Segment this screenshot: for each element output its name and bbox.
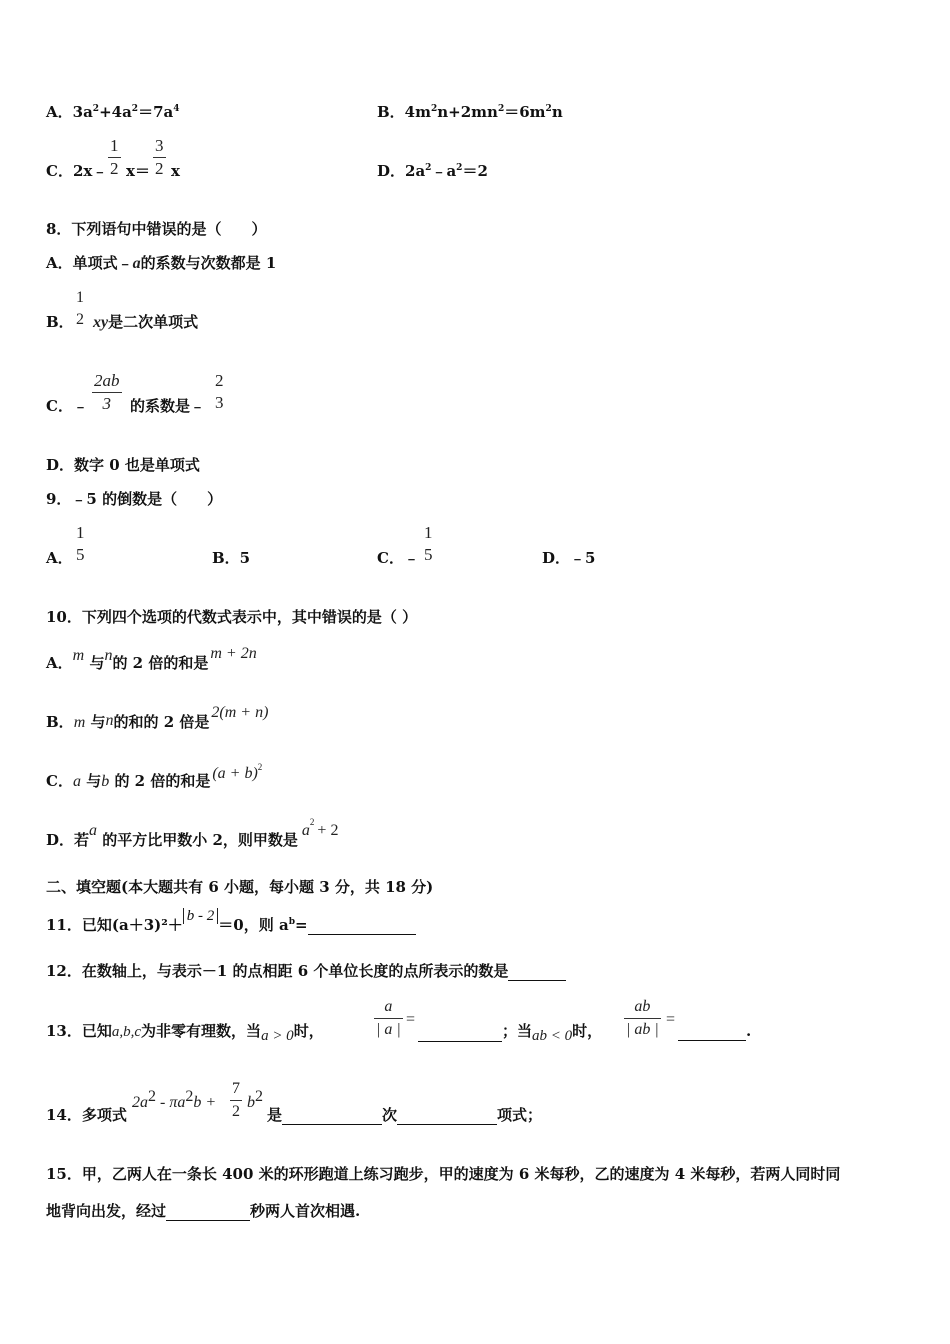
q8-c-fraction: $\frac{2ab}{3}$: [94, 371, 120, 413]
q14-fraction: $\frac{7}{2}$: [232, 1080, 240, 1120]
q10-option-c: C．a 与b 的 2 倍的和是 $(a + b)^2$: [46, 762, 263, 790]
q7-c-suffix: x: [171, 162, 180, 180]
q12-answer-blank[interactable]: [508, 964, 566, 981]
q13-fraction-1: $\frac{a}{| a |}$: [376, 998, 401, 1038]
q8-stem: 8．下列语句中错误的是（ ）: [46, 220, 267, 238]
q11-answer-blank[interactable]: [308, 918, 416, 935]
q13-equals-2: =: [666, 1011, 676, 1028]
q15-line-1: 15．甲，乙两人在一条长 400 米的环形跑道上练习跑步，甲的速度为 6 米每秒，乙的速度为 4 米每秒，若两人同时同: [46, 1165, 841, 1183]
q9-option-b: B．5: [212, 549, 251, 567]
q7-option-b: B．$4m^2n+2mn^2=6m^2n$: [377, 103, 563, 121]
q9-a-fraction: 1 5: [76, 523, 85, 564]
q10-stem: 10．下列四个选项的代数式表示中，其中错误的是（ ）: [46, 608, 418, 626]
q13-equals-1: =: [406, 1011, 416, 1028]
q13: 13．已知a,b,c为非零有理数，当a > 0时，: [46, 1022, 324, 1044]
q14-answer-text: 是 次 项式；: [267, 1106, 543, 1124]
q13-part-2: ；当ab < 0时，: [418, 1021, 602, 1042]
q10-option-d: D．若a 的平方比甲数小 2，则甲数是$a^2 + 2$: [46, 817, 339, 849]
section-heading-fill-in: 二、填空题(本大题共有 6 小题，每小题 3 分，共 18 分): [46, 878, 434, 896]
q15-answer-blank[interactable]: [166, 1204, 250, 1221]
q11: 11．已知(a＋3)²＋ b - 2 ＝0，则 $a^b=$: [46, 915, 416, 935]
q8-option-c-label: C．﹣: [46, 397, 88, 415]
q9-option-d: D．﹣5: [542, 549, 596, 567]
q13-fraction-2: $\frac{ab}{| ab |}$: [626, 998, 659, 1038]
q15-line-2: 地背向出发，经过 秒两人首次相遇.: [46, 1202, 361, 1220]
q9-stem: 9．﹣5 的倒数是（ ）: [46, 490, 223, 508]
q7-c-middle: x＝: [126, 162, 150, 180]
q14-prefix: 14．多项式: [46, 1106, 127, 1124]
q12: 12．在数轴上，与表示－1 的点相距 6 个单位长度的点所表示的数是: [46, 961, 566, 981]
q8-option-b-label: B．: [46, 313, 74, 331]
q9-option-a-label: A．: [46, 549, 73, 567]
q7-option-a: A．$3a^2+4a^2=7a^4$: [46, 103, 180, 121]
q8-option-a: A．单项式﹣a的系数与次数都是 1: [46, 254, 277, 272]
absolute-value-expression: b - 2: [183, 908, 219, 924]
q14-b-term: $b^2$: [247, 1088, 263, 1111]
q8-c-fraction-2: 2 3: [215, 371, 224, 412]
q9-c-fraction: 1 5: [424, 523, 433, 564]
q7-c-fraction-1: $\frac{1}{2}$: [110, 136, 119, 178]
q14-answer-blank-1[interactable]: [282, 1108, 382, 1125]
q9-option-c-label: C．﹣: [377, 549, 419, 567]
q8-option-d: D．数字 0 也是单项式: [46, 456, 200, 474]
q7-c-fraction-2: $\frac{3}{2}$: [155, 136, 164, 178]
q10-option-a: A．m 与n的 2 倍的和是m + 2n: [46, 645, 257, 672]
q7-option-c-prefix: C．2x﹣: [46, 162, 108, 180]
q10-option-b: B．m 与n的和的 2 倍是2(m + n): [46, 704, 269, 731]
q7-option-d: D．$2a^2﹣a^2=2$: [377, 162, 488, 180]
q14-answer-blank-2[interactable]: [397, 1108, 497, 1125]
q8-option-c-text: 的系数是﹣: [130, 397, 206, 415]
q8-option-b-text: xy是二次单项式: [93, 313, 199, 331]
q13-part-3: .: [678, 1021, 751, 1041]
q8-b-fraction: 1 2: [76, 289, 84, 328]
q14-polynomial: $2a^2 - \pi a^2b$ +: [132, 1088, 217, 1111]
q13-answer-blank-2[interactable]: [678, 1024, 746, 1041]
q13-answer-blank-1[interactable]: [418, 1025, 502, 1042]
